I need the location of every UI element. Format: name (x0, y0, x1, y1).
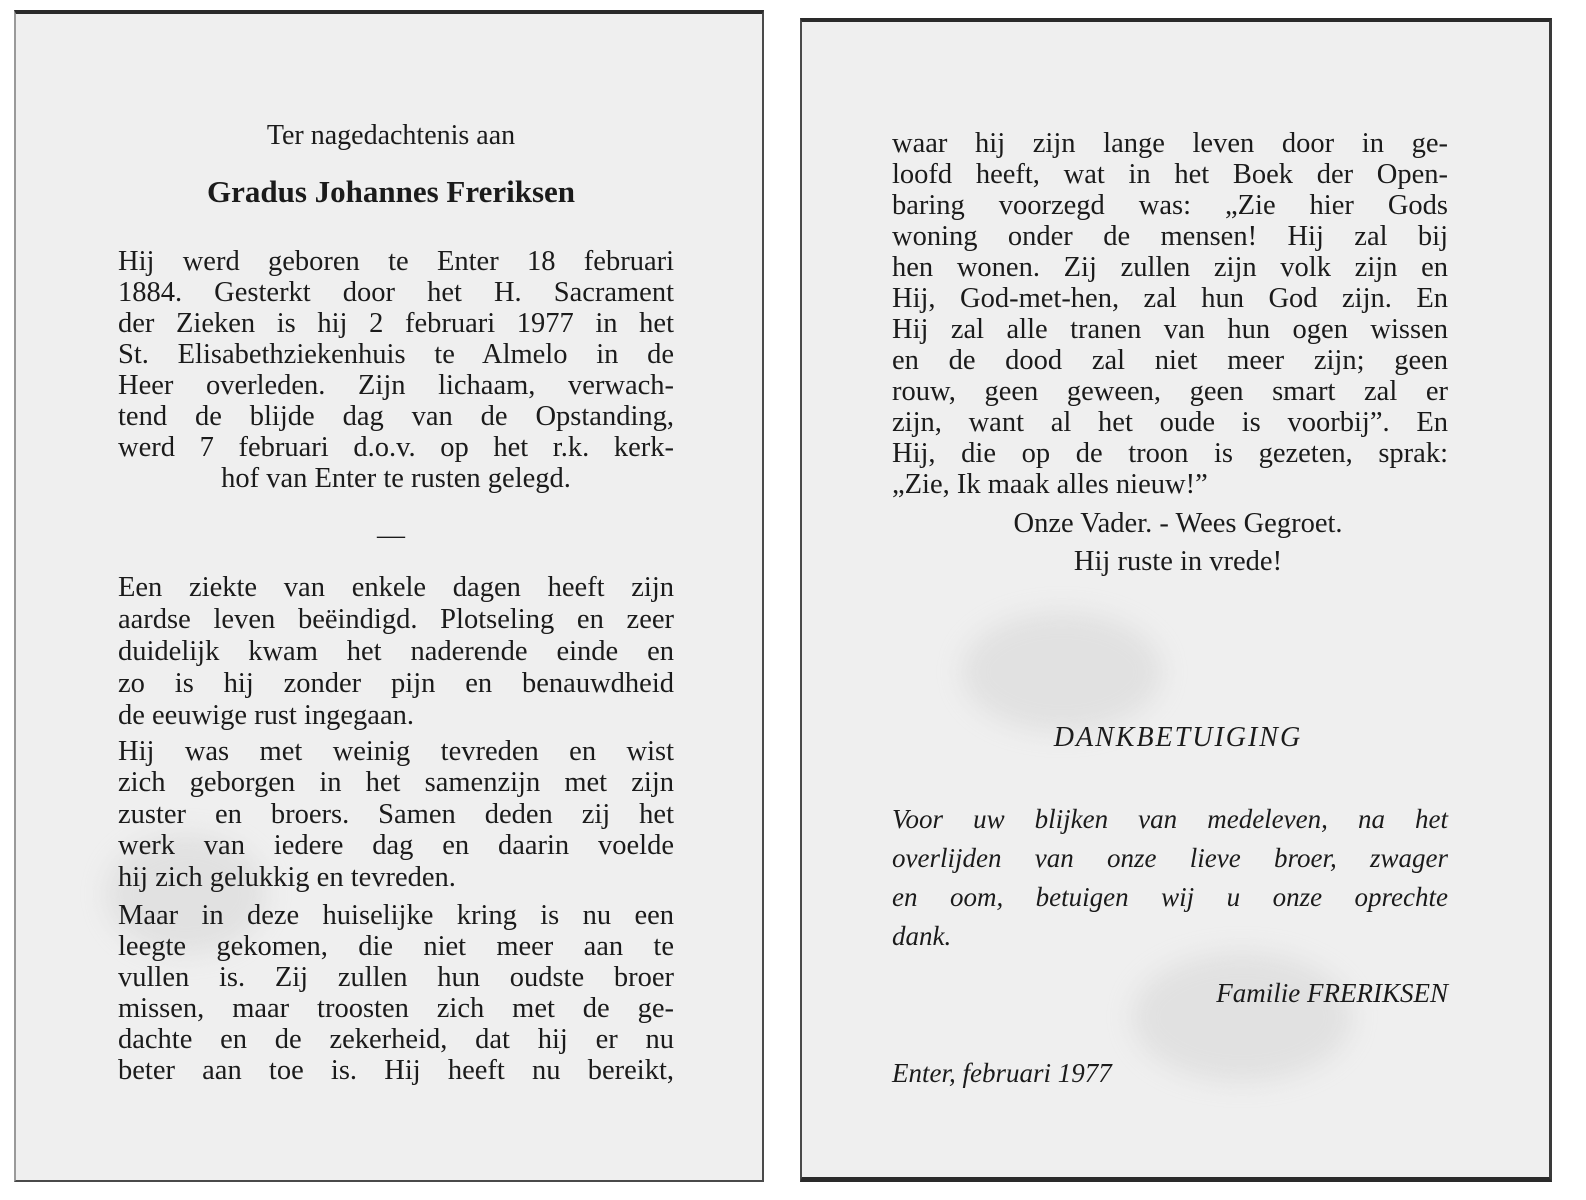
left-p1-line: tend de blijde dag van de Opstanding, (118, 401, 674, 432)
place-and-date: Enter, februari 1977 (892, 1058, 1112, 1088)
right-p1-line: rouw, geen geween, geen smart zal er (892, 376, 1448, 407)
left-p1-line: hof van Enter te rusten gelegd. (221, 463, 571, 494)
right-p1-line: Hij, die op de troon is gezeten, sprak: (892, 438, 1448, 469)
left-p3-line: werk van iedere dag en daarin voelde (118, 830, 674, 861)
right-p1-line: hen wonen. Zij zullen zijn volk zijn en (892, 252, 1448, 283)
right-p1-line: „Zie, Ik maak alles nieuw!” (892, 469, 1208, 500)
right-memorial-card (800, 18, 1552, 1182)
paper-stain (962, 612, 1162, 732)
right-p1-line: woning onder de mensen! Hij zal bij (892, 221, 1448, 252)
left-p4-line: leegte gekomen, die niet meer aan te (118, 931, 674, 962)
left-p1-line: werd 7 februari d.o.v. op het r.k. kerk- (118, 432, 674, 463)
right-p1-line: waar hij zijn lange leven door in ge- (892, 128, 1448, 159)
left-memorial-card (14, 10, 764, 1182)
left-p3-line: zich geborgen in het samenzijn met zijn (118, 767, 674, 798)
deceased-name: Gradus Johannes Freriksen (206, 174, 576, 209)
right-p1-line: baring voorzegd was: „Zie hier Gods (892, 190, 1448, 221)
thanks-title: DANKBETUIGING (1053, 722, 1303, 753)
left-p4-line: missen, maar troosten zich met de ge- (118, 993, 674, 1024)
left-p2-line: duidelijk kwam het naderende einde en (118, 636, 674, 667)
section-separator: — (377, 520, 405, 551)
left-p4-line: beter aan toe is. Hij heeft nu bereikt, (118, 1055, 674, 1086)
left-p2-line: de eeuwige rust ingegaan. (118, 700, 414, 731)
right-p1-line: en de dood zal niet meer zijn; geen (892, 345, 1448, 376)
left-p2-line: zo is hij zonder pijn en benauwdheid (118, 668, 674, 699)
left-p3-line: hij zich gelukkig en tevreden. (118, 862, 456, 893)
left-p1-line: 1884. Gesterkt door het H. Sacrament (118, 277, 674, 308)
left-p1-line: der Zieken is hij 2 februari 1977 in het (118, 308, 674, 339)
left-p1-line: Hij werd geboren te Enter 18 februari (118, 246, 674, 277)
right-p1-line: loofd heeft, wat in het Boek der Open- (892, 159, 1448, 190)
right-p1-line: zijn, want al het oude is voorbij”. En (892, 407, 1448, 438)
left-p4-line: dachte en de zekerheid, dat hij er nu (118, 1024, 674, 1055)
left-p2-line: aardse leven beëindigd. Plotseling en zeer (118, 604, 674, 635)
thanks-line: dank. (892, 921, 952, 951)
thanks-line: overlijden van onze lieve broer, zwager (892, 843, 1448, 873)
left-p3-line: Hij was met weinig tevreden en wist (118, 736, 674, 767)
prayer-line: Onze Vader. - Wees Gegroet. (1013, 508, 1343, 539)
memorial-heading: Ter nagedachtenis aan (266, 120, 516, 151)
thanks-line: Voor uw blijken van medeleven, na het (892, 804, 1448, 834)
family-signature: Familie FRERIKSEN (1216, 978, 1448, 1008)
right-p1-line: Hij, God-met-hen, zal hun God zijn. En (892, 283, 1448, 314)
left-p3-line: zuster en broers. Samen deden zij het (118, 799, 674, 830)
thanks-line: en oom, betuigen wij u onze oprechte (892, 882, 1448, 912)
left-p4-line: vullen is. Zij zullen hun oudste broer (118, 962, 674, 993)
left-p2-line: Een ziekte van enkele dagen heeft zijn (118, 572, 674, 603)
rest-in-peace-line: Hij ruste in vrede! (1073, 546, 1283, 577)
left-p1-line: Heer overleden. Zijn lichaam, verwach- (118, 370, 674, 401)
left-p4-line: Maar in deze huiselijke kring is nu een (118, 900, 674, 931)
left-p1-line: St. Elisabethziekenhuis te Almelo in de (118, 339, 674, 370)
right-p1-line: Hij zal alle tranen van hun ogen wissen (892, 314, 1448, 345)
